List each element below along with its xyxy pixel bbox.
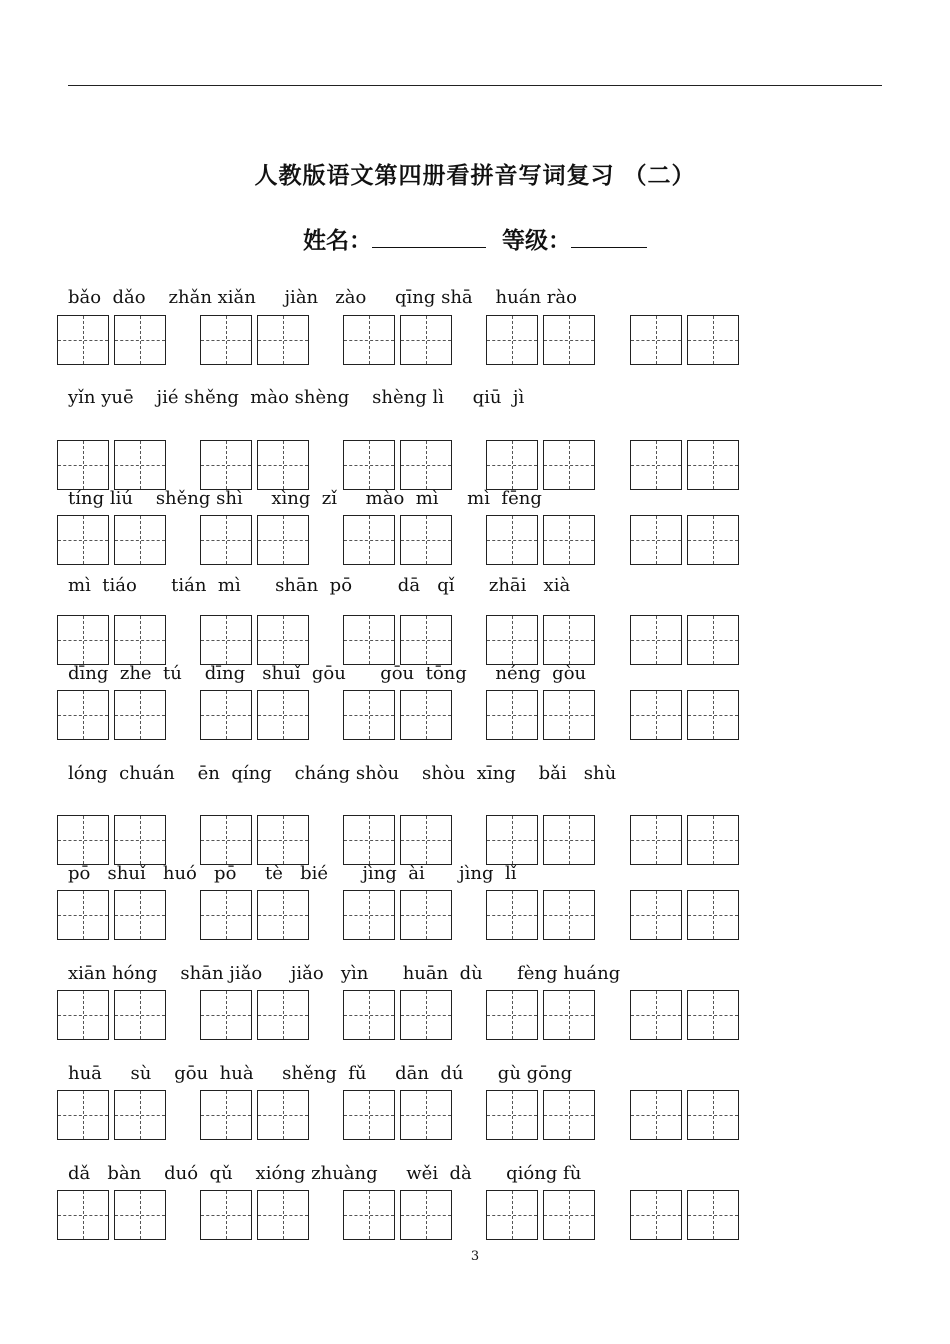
writing-cell[interactable]	[114, 690, 166, 740]
word-box-group	[486, 315, 596, 365]
writing-cell[interactable]	[57, 690, 109, 740]
word-box-group	[630, 1190, 740, 1240]
writing-cell[interactable]	[630, 815, 682, 865]
word-box-group	[630, 440, 740, 490]
writing-cell[interactable]	[114, 815, 166, 865]
pinyin-line: mì tiáo tián mì shān pō dā qǐ zhāi xià	[68, 575, 571, 596]
writing-cell[interactable]	[687, 890, 739, 940]
pinyin-line: xiān hóng shān jiǎo jiǎo yìn huān dù fèng huáng	[68, 963, 621, 984]
word-box-group	[57, 815, 167, 865]
writing-cell[interactable]	[343, 815, 395, 865]
writing-cell[interactable]	[630, 1090, 682, 1140]
writing-cell[interactable]	[486, 815, 538, 865]
writing-cell[interactable]	[400, 1090, 452, 1140]
word-box-group	[630, 315, 740, 365]
writing-cell[interactable]	[400, 440, 452, 490]
writing-cell[interactable]	[57, 1090, 109, 1140]
word-box-group	[57, 690, 167, 740]
writing-cell[interactable]	[400, 815, 452, 865]
writing-cell[interactable]	[486, 515, 538, 565]
word-box-group	[57, 615, 167, 665]
writing-cell[interactable]	[400, 515, 452, 565]
writing-cell[interactable]	[200, 315, 252, 365]
writing-cell[interactable]	[543, 440, 595, 490]
word-box-group	[200, 1190, 310, 1240]
word-box-group	[343, 315, 453, 365]
writing-cell[interactable]	[200, 440, 252, 490]
word-box-group	[57, 990, 167, 1040]
writing-cell[interactable]	[57, 440, 109, 490]
word-box-group	[343, 990, 453, 1040]
writing-cell[interactable]	[257, 1190, 309, 1240]
writing-cell[interactable]	[543, 515, 595, 565]
word-box-group	[630, 690, 740, 740]
writing-cell[interactable]	[543, 990, 595, 1040]
writing-cell[interactable]	[543, 615, 595, 665]
writing-cell[interactable]	[486, 615, 538, 665]
writing-cell[interactable]	[687, 1090, 739, 1140]
writing-cell[interactable]	[57, 815, 109, 865]
word-box-group	[57, 1090, 167, 1140]
word-box-group	[343, 440, 453, 490]
writing-cell[interactable]	[543, 1090, 595, 1140]
word-box-group	[200, 515, 310, 565]
writing-cell[interactable]	[200, 690, 252, 740]
writing-cell[interactable]	[200, 515, 252, 565]
writing-cell[interactable]	[114, 615, 166, 665]
writing-cell[interactable]	[343, 990, 395, 1040]
pinyin-line: tíng liú shěng shì xìng zǐ mào mì mì fēng	[68, 488, 542, 509]
writing-cell[interactable]	[57, 990, 109, 1040]
writing-grid-row	[57, 990, 757, 1040]
word-box-group	[200, 890, 310, 940]
writing-cell[interactable]	[687, 440, 739, 490]
writing-cell[interactable]	[114, 440, 166, 490]
writing-cell[interactable]	[114, 1190, 166, 1240]
writing-cell[interactable]	[400, 315, 452, 365]
writing-cell[interactable]	[257, 1090, 309, 1140]
writing-cell[interactable]	[543, 815, 595, 865]
word-box-group	[57, 515, 167, 565]
student-info	[0, 222, 950, 255]
word-box-group	[630, 515, 740, 565]
writing-cell[interactable]	[343, 690, 395, 740]
word-box-group	[200, 615, 310, 665]
writing-cell[interactable]	[200, 815, 252, 865]
writing-cell[interactable]	[200, 990, 252, 1040]
writing-cell[interactable]	[630, 315, 682, 365]
writing-cell[interactable]	[400, 615, 452, 665]
word-box-group	[57, 315, 167, 365]
word-box-group	[630, 890, 740, 940]
grade-label: 等级：	[502, 228, 571, 254]
writing-cell[interactable]	[57, 515, 109, 565]
writing-cell[interactable]	[57, 1190, 109, 1240]
word-box-group	[200, 440, 310, 490]
writing-cell[interactable]	[486, 315, 538, 365]
writing-grid-row	[57, 315, 757, 365]
writing-cell[interactable]	[200, 1090, 252, 1140]
writing-cell[interactable]	[486, 440, 538, 490]
writing-cell[interactable]	[400, 690, 452, 740]
writing-cell[interactable]	[57, 890, 109, 940]
writing-grid-row	[57, 440, 757, 490]
writing-cell[interactable]	[630, 440, 682, 490]
word-box-group	[343, 1190, 453, 1240]
word-box-group	[343, 890, 453, 940]
writing-cell[interactable]	[400, 990, 452, 1040]
writing-cell[interactable]	[630, 515, 682, 565]
writing-cell[interactable]	[687, 690, 739, 740]
writing-cell[interactable]	[343, 890, 395, 940]
word-box-group	[486, 1190, 596, 1240]
writing-cell[interactable]	[257, 815, 309, 865]
writing-cell[interactable]	[687, 1190, 739, 1240]
word-box-group	[486, 990, 596, 1040]
pinyin-line: bǎo dǎo zhǎn xiǎn jiàn zào qīng shā huán rào	[68, 287, 577, 308]
pinyin-line: yǐn yuē jié shěng mào shèng shèng lì qiū jì	[68, 387, 525, 408]
word-box-group	[486, 815, 596, 865]
writing-grid-row	[57, 815, 757, 865]
word-box-group	[486, 515, 596, 565]
writing-grid-row	[57, 1190, 757, 1240]
writing-cell[interactable]	[486, 890, 538, 940]
writing-cell[interactable]	[687, 315, 739, 365]
writing-grid-row	[57, 615, 757, 665]
writing-cell[interactable]	[543, 890, 595, 940]
pinyin-line: huā sù gōu huà shěng fǔ dān dú gù gōng	[68, 1063, 573, 1084]
writing-cell[interactable]	[257, 890, 309, 940]
header-rule	[68, 85, 882, 86]
word-box-group	[200, 1090, 310, 1140]
word-box-group	[200, 690, 310, 740]
grade-blank[interactable]	[571, 227, 647, 248]
writing-grid-row	[57, 1090, 757, 1140]
writing-cell[interactable]	[630, 690, 682, 740]
writing-cell[interactable]	[630, 1190, 682, 1240]
word-box-group	[57, 1190, 167, 1240]
writing-grid-row	[57, 515, 757, 565]
word-box-group	[486, 690, 596, 740]
writing-cell[interactable]	[57, 615, 109, 665]
writing-cell[interactable]	[114, 515, 166, 565]
word-box-group	[343, 690, 453, 740]
pinyin-line: dǎ bàn duó qǔ xióng zhuàng wěi dà qióng fù	[68, 1163, 582, 1184]
writing-cell[interactable]	[257, 515, 309, 565]
page-number: 3	[470, 1249, 480, 1264]
writing-cell[interactable]	[543, 690, 595, 740]
page-title: 人教版语文第四册看拼音写词复习 （二）	[254, 163, 696, 189]
writing-cell[interactable]	[343, 440, 395, 490]
writing-cell[interactable]	[486, 1190, 538, 1240]
writing-cell[interactable]	[114, 890, 166, 940]
writing-cell[interactable]	[630, 890, 682, 940]
writing-cell[interactable]	[114, 1090, 166, 1140]
writing-cell[interactable]	[687, 515, 739, 565]
writing-cell[interactable]	[630, 615, 682, 665]
writing-cell[interactable]	[486, 990, 538, 1040]
word-box-group	[630, 815, 740, 865]
writing-cell[interactable]	[343, 315, 395, 365]
word-box-group	[630, 615, 740, 665]
writing-cell[interactable]	[486, 1090, 538, 1140]
writing-grid-row	[57, 690, 757, 740]
pinyin-line: lóng chuán ēn qíng cháng shòu shòu xīng bǎi shù	[68, 763, 617, 784]
word-box-group	[200, 815, 310, 865]
writing-cell[interactable]	[114, 990, 166, 1040]
writing-cell[interactable]	[200, 1190, 252, 1240]
writing-cell[interactable]	[257, 440, 309, 490]
writing-cell[interactable]	[400, 890, 452, 940]
pinyin-line: dīng zhe tú dīng shuǐ gōu gōu tōng néng gòu	[68, 663, 587, 684]
writing-cell[interactable]	[57, 315, 109, 365]
writing-cell[interactable]	[687, 615, 739, 665]
writing-cell[interactable]	[200, 890, 252, 940]
word-box-group	[486, 890, 596, 940]
writing-cell[interactable]	[687, 815, 739, 865]
writing-cell[interactable]	[257, 615, 309, 665]
word-box-group	[57, 890, 167, 940]
writing-cell[interactable]	[257, 990, 309, 1040]
word-box-group	[343, 615, 453, 665]
word-box-group	[343, 515, 453, 565]
word-box-group	[486, 440, 596, 490]
writing-cell[interactable]	[257, 315, 309, 365]
writing-cell[interactable]	[687, 990, 739, 1040]
writing-cell[interactable]	[486, 690, 538, 740]
writing-cell[interactable]	[343, 515, 395, 565]
pinyin-line: pō shuǐ huó pō tè bié jìng ài jìng lǐ	[68, 863, 517, 884]
word-box-group	[57, 440, 167, 490]
writing-cell[interactable]	[630, 990, 682, 1040]
writing-cell[interactable]	[343, 1090, 395, 1140]
word-box-group	[343, 1090, 453, 1140]
word-box-group	[343, 815, 453, 865]
writing-grid-row	[57, 890, 757, 940]
word-box-group	[486, 1090, 596, 1140]
word-box-group	[200, 990, 310, 1040]
word-box-group	[630, 990, 740, 1040]
writing-cell[interactable]	[257, 690, 309, 740]
writing-cell[interactable]	[343, 615, 395, 665]
writing-cell[interactable]	[343, 1190, 395, 1240]
writing-cell[interactable]	[543, 315, 595, 365]
writing-cell[interactable]	[543, 1190, 595, 1240]
name-label: 姓名：	[302, 228, 372, 254]
writing-cell[interactable]	[400, 1190, 452, 1240]
writing-cell[interactable]	[200, 615, 252, 665]
word-box-group	[486, 615, 596, 665]
writing-cell[interactable]	[114, 315, 166, 365]
word-box-group	[630, 1090, 740, 1140]
word-box-group	[200, 315, 310, 365]
name-blank[interactable]	[372, 227, 486, 248]
